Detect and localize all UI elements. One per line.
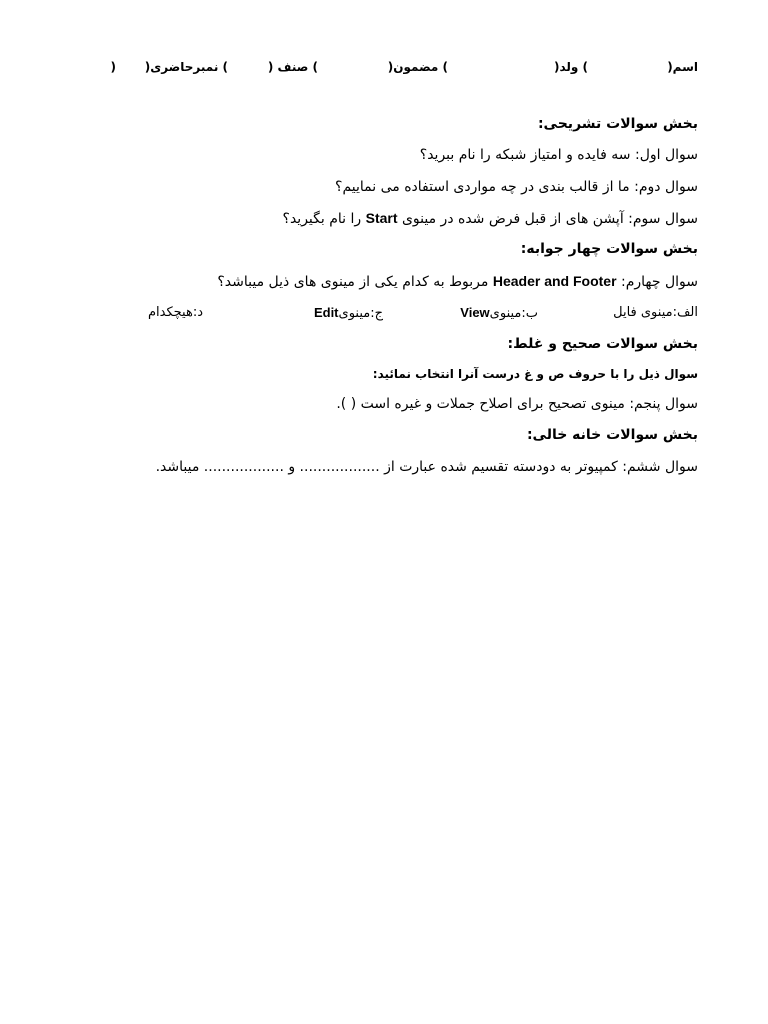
question-2: سوال دوم: ما از قالب بندی در چه مواردی استفاده می نماییم؟: [335, 179, 698, 195]
header-class-label: ) صنف (: [267, 60, 318, 74]
question-3-before: سوال سوم: آپشن های از قبل فرض شده در مینوی: [401, 211, 698, 227]
header-closing-paren: ): [110, 60, 116, 74]
header-name-label: اسم(: [667, 60, 698, 74]
question-3: [283, 210, 698, 227]
question-4-before: سوال چهارم:: [621, 274, 698, 290]
section-heading-multiple-choice: بخش سوالات چهار جوابه:: [520, 241, 698, 257]
option-b-prefix: ب:مینوی: [489, 306, 538, 321]
question-4-keyword: Header and Footer: [492, 273, 617, 289]
option-c: [314, 305, 383, 321]
section-heading-fill-blank: بخش سوالات خانه خالی:: [526, 427, 698, 443]
option-b-keyword: View: [460, 305, 490, 320]
option-c-keyword: Edit: [313, 305, 339, 320]
question-3-keyword: Start: [365, 210, 398, 226]
option-c-prefix: ج:مینوی: [338, 306, 383, 321]
question-1: سوال اول: سه فایده و امتیاز شبکه را نام ببرید؟: [419, 147, 698, 163]
header-subject-label: ) مضمون(: [387, 60, 448, 74]
header-attendance-label: ) نمبرحاضری(: [144, 60, 228, 74]
option-b: [460, 305, 538, 321]
section-heading-true-false: بخش سوالات صحیح و غلط:: [507, 336, 698, 352]
section-heading-descriptive: بخش سوالات تشریحی:: [537, 116, 698, 132]
option-d: د:هیچکدام: [147, 305, 203, 320]
true-false-instruction: سوال ذیل را با حروف ص و غ درست آنرا انتخاب نمائید:: [372, 367, 698, 381]
question-6: سوال ششم: کمپیوتر به دودسته تقسیم شده عبارت از .................. و .................. میباشد.: [155, 459, 698, 475]
question-4: [217, 273, 698, 290]
question-3-after: را نام بگیرید؟: [282, 211, 362, 227]
header-father-label: ) ولد(: [553, 60, 588, 74]
question-5: سوال پنجم: مینوی تصحیح برای اصلاح جملات و غیره است ( ).: [336, 396, 698, 412]
question-4-after: مربوط به کدام یکی از مینوی های ذیل میباشد؟: [217, 274, 489, 290]
option-a: الف:مینوی فایل: [613, 305, 698, 320]
